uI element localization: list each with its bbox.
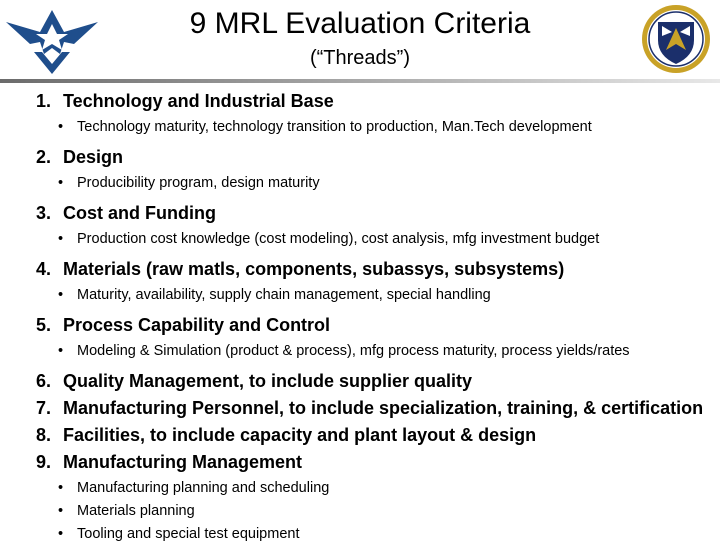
criteria-title: Manufacturing Management bbox=[63, 452, 303, 472]
criteria-title: Technology and Industrial Base bbox=[63, 91, 334, 111]
criteria-bullet-list bbox=[58, 284, 716, 307]
criteria-number: 2. bbox=[36, 147, 52, 167]
bullet-icon: • bbox=[58, 343, 64, 359]
criteria-title: Facilities, to include capacity and plant layout & design bbox=[63, 425, 537, 445]
criteria-item bbox=[36, 202, 716, 225]
criteria-number: 7. bbox=[36, 398, 52, 418]
criteria-title: Manufacturing Personnel, to include specialization, training, & certification bbox=[63, 398, 704, 418]
criteria-number: 6. bbox=[36, 371, 52, 391]
criteria-bullet-list bbox=[58, 340, 716, 363]
criteria-item bbox=[36, 146, 716, 169]
page-title: 9 MRL Evaluation Criteria bbox=[189, 7, 531, 40]
bullet-text: Producibility program, design maturity bbox=[77, 175, 320, 191]
bullet-icon: • bbox=[58, 480, 64, 496]
slide-header bbox=[0, 0, 720, 84]
bullet-icon: • bbox=[58, 119, 64, 135]
criteria-number: 3. bbox=[36, 203, 52, 223]
list-item bbox=[58, 284, 716, 307]
criteria-title: Process Capability and Control bbox=[63, 315, 331, 335]
bullet-text: Manufacturing planning and scheduling bbox=[77, 480, 330, 496]
criteria-item bbox=[36, 314, 716, 337]
criteria-number: 5. bbox=[36, 315, 52, 335]
criteria-title: Materials (raw matls, components, subassys, subsystems) bbox=[63, 259, 565, 279]
bullet-text: Technology maturity, technology transition to production, Man.Tech development bbox=[77, 119, 592, 135]
list-item bbox=[58, 523, 716, 546]
bullet-icon: • bbox=[58, 231, 64, 247]
criteria-bullet-list bbox=[58, 172, 716, 195]
page-subtitle: (“Threads”) bbox=[309, 47, 410, 69]
bullet-text: Production cost knowledge (cost modeling), cost analysis, mfg investment budget bbox=[77, 231, 600, 247]
criteria-item bbox=[36, 451, 716, 474]
bullet-text: Tooling and special test equipment bbox=[77, 526, 300, 542]
criteria-title: Design bbox=[63, 147, 124, 167]
list-item bbox=[58, 116, 716, 139]
criteria-bullet-list bbox=[58, 116, 716, 139]
bullet-text: Modeling & Simulation (product & process), mfg process maturity, process yields/rates bbox=[77, 343, 630, 359]
list-item bbox=[58, 172, 716, 195]
criteria-number: 9. bbox=[36, 452, 52, 472]
air-force-wings-logo-icon bbox=[4, 2, 100, 78]
criteria-title: Cost and Funding bbox=[63, 203, 216, 223]
header-divider bbox=[0, 79, 720, 83]
afrl-seal-icon bbox=[638, 2, 714, 76]
criteria-bullet-list bbox=[58, 477, 716, 546]
criteria-item bbox=[36, 370, 716, 393]
list-item bbox=[58, 500, 716, 523]
criteria-number: 8. bbox=[36, 425, 52, 445]
criteria-item bbox=[36, 258, 716, 281]
criteria-item bbox=[36, 397, 716, 420]
bullet-icon: • bbox=[58, 175, 64, 191]
criteria-title: Quality Management, to include supplier quality bbox=[63, 371, 473, 391]
criteria-item bbox=[36, 90, 716, 113]
criteria-bullet-list bbox=[58, 228, 716, 251]
list-item bbox=[58, 228, 716, 251]
criteria-number: 4. bbox=[36, 259, 52, 279]
bullet-icon: • bbox=[58, 526, 64, 542]
bullet-text: Maturity, availability, supply chain management, special handling bbox=[77, 287, 491, 303]
bullet-icon: • bbox=[58, 287, 64, 303]
bullet-text: Materials planning bbox=[77, 503, 195, 519]
list-item bbox=[58, 340, 716, 363]
bullet-icon: • bbox=[58, 503, 64, 519]
criteria-number: 1. bbox=[36, 91, 52, 111]
criteria-item bbox=[36, 424, 716, 447]
criteria-list bbox=[36, 86, 716, 553]
list-item bbox=[58, 477, 716, 500]
